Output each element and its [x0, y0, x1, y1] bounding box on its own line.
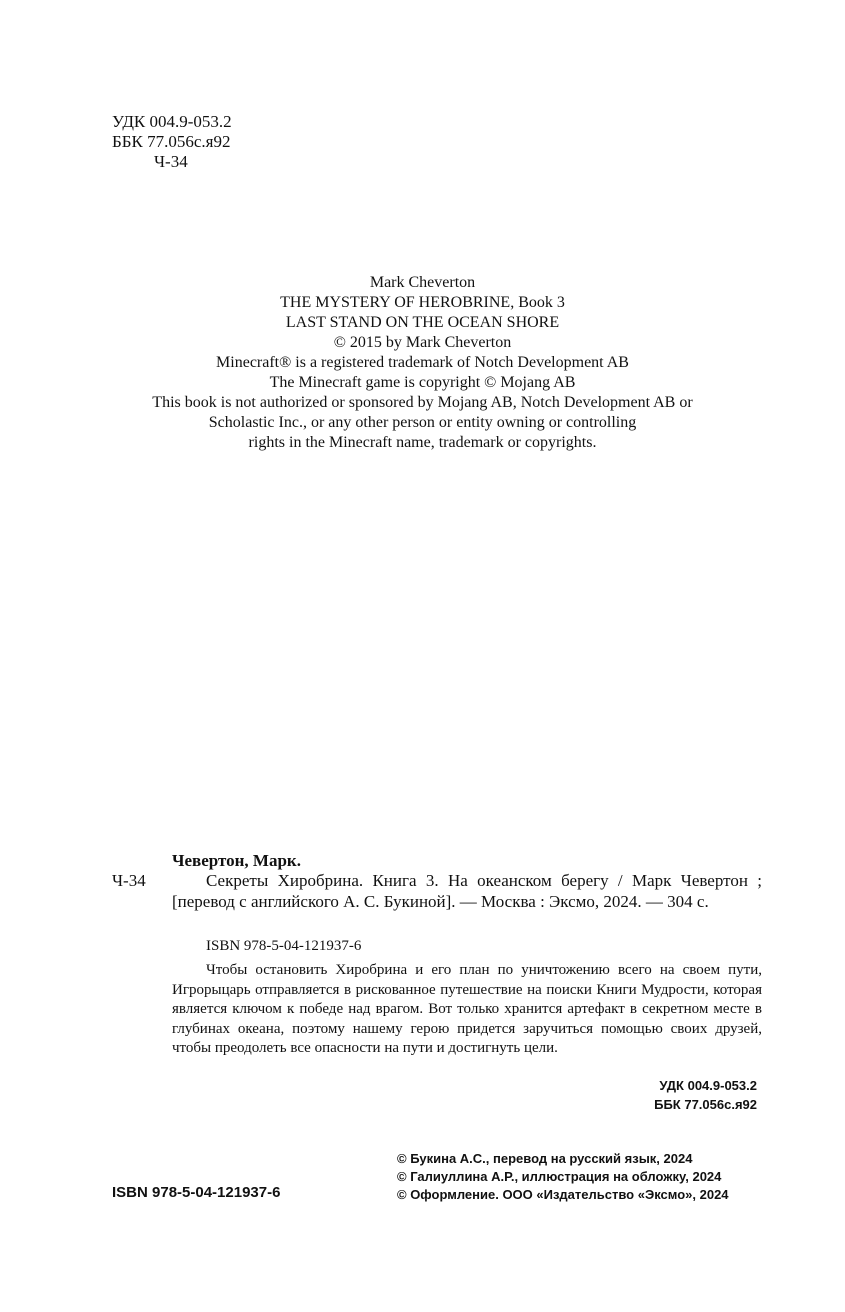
catalog-udk: УДК 004.9-053.2 — [659, 1078, 757, 1093]
catalog-description: Секреты Хиробрина. Книга 3. На океанском берегу / Марк Чевертон ; [перевод с английского А. С. Букиной]. — Москва : Эксмо, 2024. — 304 с. — [172, 871, 762, 911]
copyright-line: Mark Cheverton — [369, 274, 476, 291]
original-copyright-block — [0, 273, 845, 453]
copyright-line: LAST STAND ON THE OCEAN SHORE — [285, 314, 560, 331]
copyright-line: rights in the Minecraft name, trademark or copyrights. — [248, 434, 597, 451]
author-mark: Ч-34 — [154, 152, 188, 171]
russian-edition-rights — [397, 1150, 729, 1204]
catalog-isbn: ISBN 978-5-04-121937-6 — [206, 938, 362, 954]
bbk-code: ББК 77.056с.я92 — [112, 132, 231, 151]
copyright-line: THE MYSTERY OF HEROBRINE, Book 3 — [280, 294, 565, 311]
catalog-classification-codes — [540, 1076, 757, 1114]
copyright-line: Scholastic Inc., or any other person or entity owning or controlling — [208, 414, 637, 431]
top-classification-codes — [112, 112, 232, 172]
catalog-author: Чевертон, Марк. — [172, 851, 301, 870]
book-annotation: Чтобы остановить Хиробрина и его план по уничтожению всего на своем пути, Игрорыцарь отправляется в рискованное путешествие на поиски Книги Мудрости, которая является ключом к победе над врагом. Вот только хранится артефакт в секретном месте в глубинах океана, поэтому нашему герою придется заручиться помощью своих друзей, чтобы преодолеть все опасности на пути и достигнуть цели. — [172, 962, 762, 1056]
copyright-line: Minecraft® is a registered trademark of Notch Development AB — [216, 354, 629, 371]
rights-line: © Букина А.С., перевод на русский язык, 2024 — [397, 1151, 693, 1166]
rights-line: © Галиуллина А.Р., иллюстрация на обложку, 2024 — [397, 1169, 722, 1184]
copyright-line: This book is not authorized or sponsored by Mojang AB, Notch Development AB or — [152, 394, 693, 411]
footer-isbn: ISBN 978-5-04-121937-6 — [112, 1184, 281, 1201]
udk-code: УДК 004.9-053.2 — [112, 112, 232, 131]
copyright-line: © 2015 by Mark Cheverton — [333, 334, 512, 351]
copyright-line: The Minecraft game is copyright © Mojang AB — [269, 374, 576, 391]
catalog-author-mark: Ч-34 — [112, 871, 146, 890]
rights-line: © Оформление. ООО «Издательство «Эксмо», 2024 — [397, 1187, 729, 1202]
catalog-bbk: ББК 77.056с.я92 — [654, 1097, 757, 1112]
